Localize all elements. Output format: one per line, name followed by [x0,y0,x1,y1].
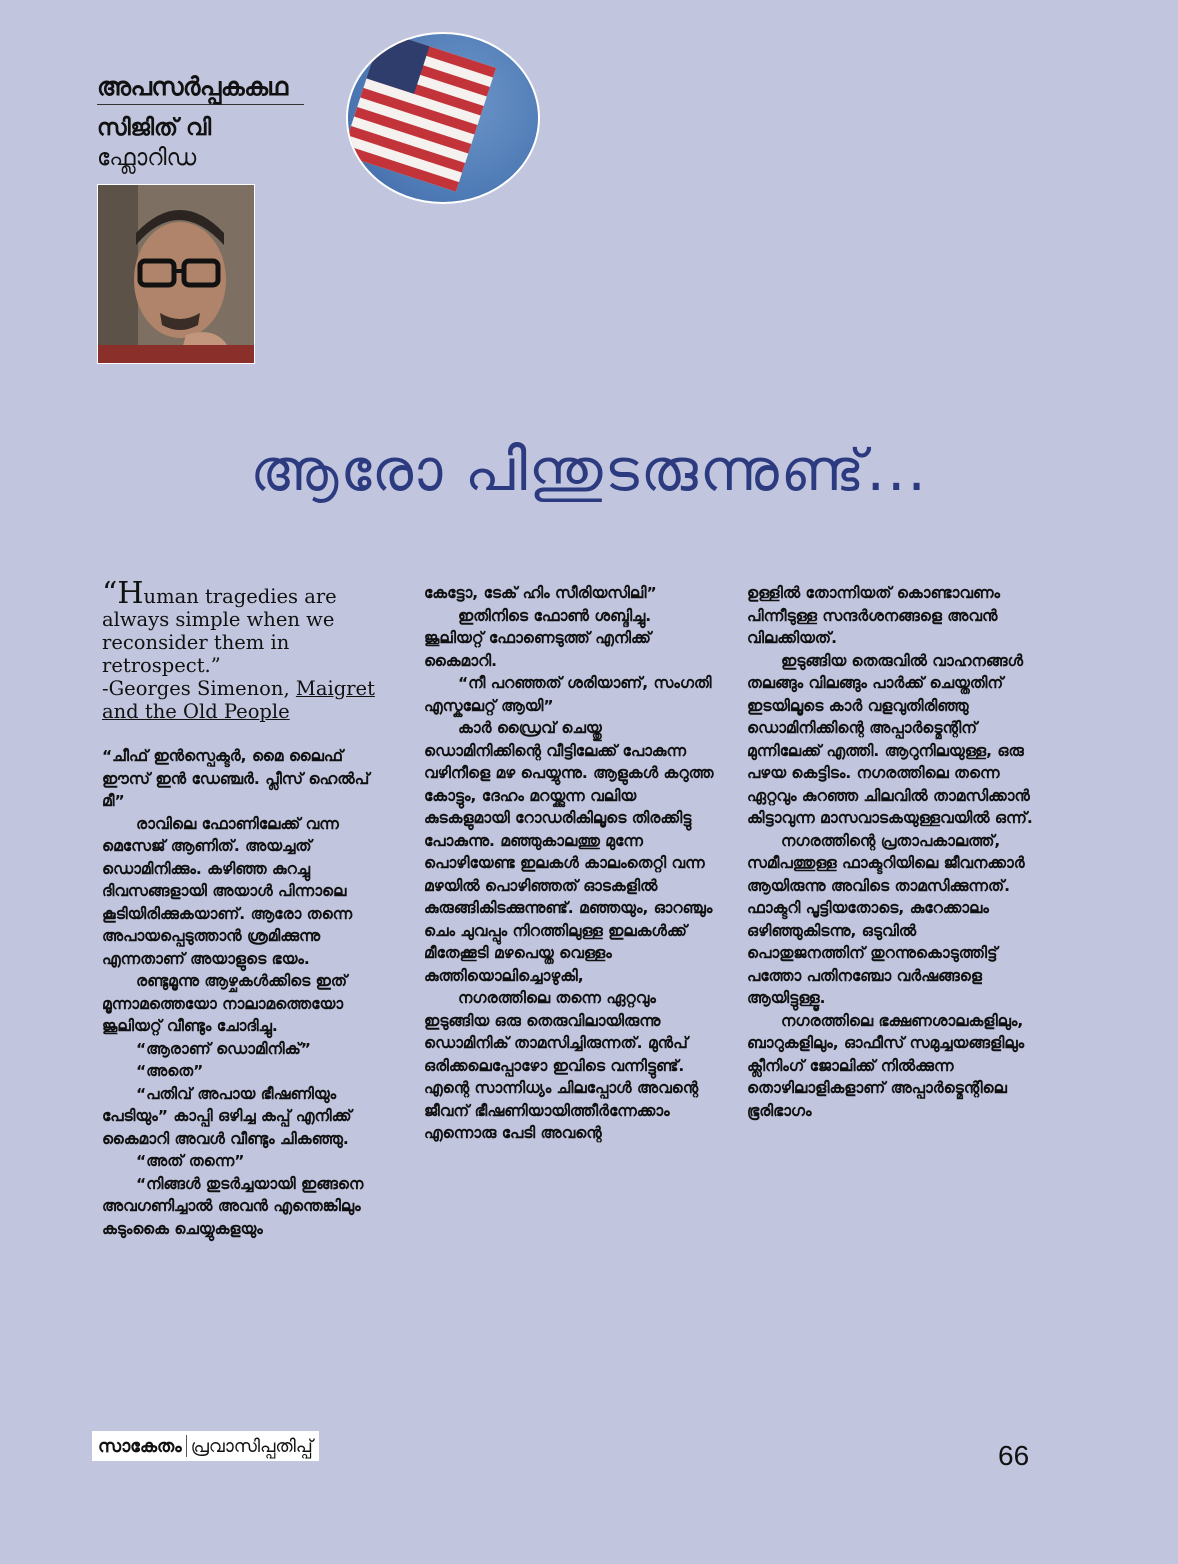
paragraph: നഗരത്തിന്റെ പ്രതാപകാലത്ത്, സമീപത്തുള്ള ഫാക്ടറിയിലെ ജീവനക്കാർ ആയിരുന്നു അവിടെ താമസിക്കുന്നത്. ഫാക്ടറി പൂട്ടിയതോടെ, കുറേക്കാലം ഒഴിഞ്ഞുകിടന്നു, ഒടുവിൽ പൊതുജനത്തിന് തുറന്നുകൊടുത്തിട്ട് പത്തോ പതിനഞ്ചോ വർഷങ്ങളെ ആയിട്ടുള്ളൂ. [747,831,1025,1007]
paragraph: “ചീഫ് ഇൻസ്പെക്ടർ, മൈ ലൈഫ് ഈസ് ഇൻ ഡേഞ്ചർ. പ്ലീസ് ഹെൽപ് മീ” [102,747,370,810]
american-flag-illustration [348,34,538,202]
quote-text: uman tragedies are always simple when we reconsider them in retrospect.” [102,585,337,677]
quote-first-letter: H [117,576,144,611]
paragraph: കേട്ടോ, ടേക് ഹിം സീരിയസിലി” [424,584,657,602]
magazine-name: സാകേതം [98,1435,182,1457]
author-photo [97,184,255,364]
paragraph: രാവിലെ ഫോണിലേക്ക് വന്ന മെസേജ് ആണിത്. അയച്ചത് ഡൊമിനിക്കും. കഴിഞ്ഞ കുറച്ചു ദിവസങ്ങളായി അയാൾ പിന്നാലെ കൂടിയിരിക്കുകയാണ്. ആരോ തന്നെ അപായപ്പെടുത്താൻ ശ്രമിക്കുന്നു എന്നതാണ് അയാളുടെ ഭയം. [102,814,353,968]
magazine-tagline: പ്രവാസിപ്പതിപ്പ് [190,1435,313,1457]
magazine-footer [92,1431,319,1461]
author-portrait-illustration [98,185,254,363]
footer-divider [186,1435,187,1457]
paragraph: ഉള്ളിൽ തോന്നിയത് കൊണ്ടാവണം പിന്നീടുള്ള സന്ദർശനങ്ങളെ അവൻ വിലക്കിയത്. [747,584,1000,647]
quote-mark: “ [102,576,118,611]
paragraph: രണ്ടുമൂന്നു ആഴ്ചകൾക്കിടെ ഇത് മൂന്നാമത്തെയോ നാലാമത്തെയോ ജൂലിയറ്റ് വീണ്ടും ചോദിച്ചു. [102,972,348,1035]
paragraph: നഗരത്തിലെ ഭക്ഷണശാലകളിലും, ബാറുകളിലും, ഓഫീസ് സമുച്ചയങ്ങളിലും ക്ലീനിംഗ് ജോലിക്ക് നിൽക്കുന്ന തൊഴിലാളികളാണ് അപ്പാർട്മെന്റിലെ ഭൂരിഭാഗം [747,1011,1025,1120]
quote-book: Maigret and the Old People [102,677,375,723]
paragraph: “നിങ്ങൾ തുടർച്ചയായി ഇങ്ങനെ അവഗണിച്ചാൽ അവൻ എന്തെങ്കിലും കടുംകൈ ചെയ്യുകളയും [102,1174,364,1238]
article-column-2 [424,582,714,1145]
paragraph: ഇതിനിടെ ഫോൺ ശബ്ദിച്ചു. ജൂലിയറ്റ് ഫോണെടുത്ത് എനിക്ക് കൈമാറി. [424,606,652,670]
author-name: സിജിത് വി [97,115,212,141]
paragraph: “അത് തന്നെ” [136,1152,245,1170]
article-column-1 [102,576,387,1240]
article-column-3 [747,582,1037,1122]
paragraph: “നീ പറഞ്ഞത് ശരിയാണ്, സംഗതി എസ്കലേറ്റ് ആയി” [424,674,712,715]
section-tag: അപസർപ്പകകഥ [97,72,304,105]
page-number: 66 [998,1440,1030,1471]
epigraph [102,576,387,723]
author-location: ഫ്ലോറിഡ [97,145,197,171]
flag-image [346,32,540,204]
paragraph: “അതെ” [136,1062,204,1080]
paragraph: നഗരത്തിലെ തന്നെ ഏറ്റവും ഇടുങ്ങിയ ഒരു തെരുവിലായിരുന്നു ഡൊമിനിക് താമസിച്ചിരുന്നത്. മുൻപ് ഒരിക്കലെപ്പോഴോ ഇവിടെ വന്നിട്ടുണ്ട്. എന്റെ സാന്നിധ്യം ചിലപ്പോൾ അവന്റെ ജീവന് ഭീഷണിയായിത്തീർന്നേക്കാം എന്നൊരു പേടി അവന്റെ [424,989,699,1142]
paragraph: ഇടുങ്ങിയ തെരുവിൽ വാഹനങ്ങൾ തലങ്ങും വിലങ്ങും പാർക്ക് ചെയ്തതിന് ഇടയിലൂടെ കാർ വളവുതിരിഞ്ഞു ഡൊമിനിക്കിന്റെ അപ്പാർട്മെന്റിന് മുന്നിലേക്ക് എത്തി. ആറുനിലയുള്ള, ഒരു പഴയ കെട്ടിടം. നഗരത്തിലെ തന്നെ ഏറ്റവും കുറഞ്ഞ ചിലവിൽ താമസിക്കാൻ കിട്ടാവുന്ന മാസവാടകയുള്ളവയിൽ ഒന്ന്. [747,651,1033,827]
story-title: ആരോ പിന്തുടരുന്നുണ്ട്... [250,436,928,504]
paragraph: കാർ ഡ്രൈവ് ചെയ്തു ഡൊമിനിക്കിന്റെ വീട്ടിലേക്ക് പോകുന്ന വഴിനീളെ മഴ പെയ്യുന്നു. ആളുകൾ കറുത്ത കോട്ടും, ദേഹം മറയ്ക്കുന്ന വലിയ കുടകളുമായി റോഡരികിലൂടെ തിരക്കിട്ടു പോകുന്നു. മഞ്ഞുകാലത്തു മുന്നേ പൊഴിയേണ്ട ഇലകൾ കാലംതെറ്റി വന്ന മഴയിൽ പൊഴിഞ്ഞത് ഓടകളിൽ കുരുങ്ങികിടക്കുന്നുണ്ട്. മഞ്ഞയും, ഓറഞ്ചും ചെം ചുവപ്പും നിറത്തിലുള്ള ഇലകൾക്ക് മീതേക്കൂടി മഴപെയ്ത വെള്ളം കുത്തിയൊലിച്ചൊഴുകി, [424,719,714,985]
quote-author: -Georges Simenon, [102,677,296,700]
paragraph: “പതിവ് അപായ ഭീഷണിയും പേടിയും” കാപ്പി ഒഴിച്ച കപ്പ് എനിക്ക് കൈമാറി അവൾ വീണ്ടും ചികഞ്ഞു. [102,1084,352,1148]
paragraph: “ആരാണ് ഡൊമിനിക്” [136,1039,311,1058]
